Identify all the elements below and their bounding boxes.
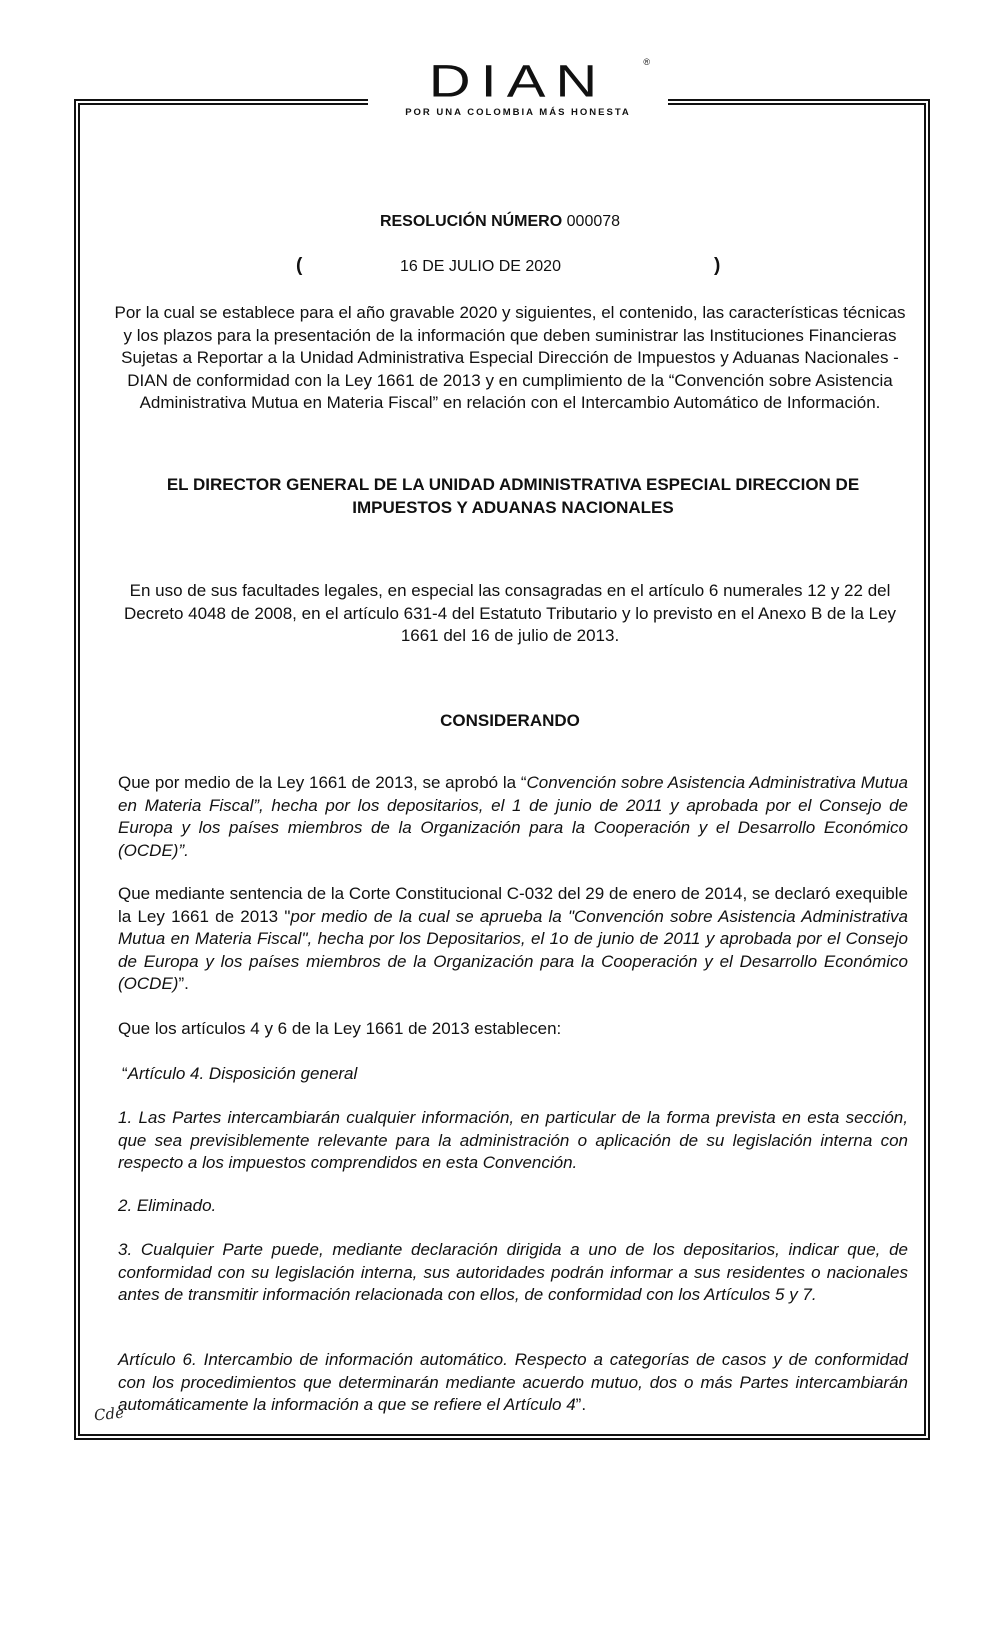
dian-logo xyxy=(368,55,668,133)
considering-paragraph-1 xyxy=(118,772,908,862)
article6-tail: ”. xyxy=(575,1395,587,1414)
logo-wordmark: DIAN xyxy=(428,55,608,107)
para2-tail: ”. xyxy=(178,974,189,993)
para2-italic: por medio de la cual se aprueba la "Convención sobre Asistencia Administrativa Mutua en Materia Fiscal", hecha por los Depositarios, el 1o de junio de 2011 y aprobada por el Consejo de Europa y los países miembros de la Organización para la Cooperación y el Desarrollo Económico (OCDE) xyxy=(118,906,908,993)
registered-mark: ® xyxy=(643,57,650,67)
considering-heading: CONSIDERANDO xyxy=(440,711,580,730)
article4-title: Artículo 4. Disposición general xyxy=(127,1064,358,1083)
para2-plain: Que mediante sentencia de la Corte Constitucional C-032 del 29 de enero de 2014, se declaró exequible la Ley 1661 de 2013 " xyxy=(118,884,908,926)
article-4-heading xyxy=(122,1063,912,1086)
article-4-item-1: 1. Las Partes intercambiarán cualquier información, en particular de la forma prevista en esta sección, que sea previsiblemente relevante para la administración o aplicación de su legislación interna con respecto a los impuestos comprendidos en esta Convención. xyxy=(118,1108,908,1172)
date-close-paren: ) xyxy=(714,255,721,276)
resolution-label: RESOLUCIÓN NÚMERO xyxy=(379,213,563,230)
resolution-date: 16 DE JULIO DE 2020 xyxy=(400,258,561,275)
resolution-subject: Por la cual se establece para el año gravable 2020 y siguientes, el contenido, las características técnicas y los plazos para la presentación de la información que deben suministrar las Instituciones Financieras Sujetas a Reportar a la Unidad Administrativa Especial Dirección de Impuestos y Aduanas Nacionales - DIAN de conformidad con la Ley 1661 de 2013 y en cumplimiento de la “Convención sobre Asistencia Administrativa Mutua en Materia Fiscal” en relación con el Intercambio Automático de Información. xyxy=(114,303,906,412)
article-6-text xyxy=(118,1349,908,1417)
article-4-item-3: 3. Cualquier Parte puede, mediante declaración dirigida a uno de los depositarios, indicar que, de conformidad con su legislación interna, sus autoridades podrán informar a sus residentes o nacionales antes de transmitir información relacionada con ellos, de conformidad con los Artículos 5 y 7. xyxy=(118,1240,908,1304)
article6-italic: Artículo 6. Intercambio de información automático. Respecto a categorías de casos y de conformidad con los procedimientos que determinarán mediante acuerdo mutuo, dos o más Partes intercambiarán automáticamente la información a que se refiere el Artículo 4 xyxy=(118,1350,908,1414)
considering-paragraph-3: Que los artículos 4 y 6 de la Ley 1661 de 2013 establecen: xyxy=(118,1019,562,1038)
legal-powers: En uso de sus facultades legales, en especial las consagradas en el artículo 6 numerales 12 y 22 del Decreto 4048 de 2008, en el artículo 631-4 del Estatuto Tributario y lo previsto en el Anexo B de la Ley 1661 del 16 de julio de 2013. xyxy=(123,581,897,645)
logo-tagline: POR UNA COLOMBIA MÁS HONESTA xyxy=(405,107,631,118)
resolution-number: 000078 xyxy=(566,213,621,230)
date-open-paren: ( xyxy=(296,255,303,276)
para1-plain: Que por medio de la Ley 1661 de 2013, se aprobó la “ xyxy=(118,773,527,792)
issuing-authority: EL DIRECTOR GENERAL DE LA UNIDAD ADMINISTRATIVA ESPECIAL DIRECCION DE IMPUESTOS Y ADUANAS NACIONALES xyxy=(166,475,860,517)
considering-paragraph-2 xyxy=(118,883,908,996)
resolution-title xyxy=(0,213,1000,231)
article-4-item-2: 2. Eliminado. xyxy=(118,1196,217,1215)
handwritten-initials: Cde xyxy=(93,1403,125,1425)
para1-italic: Convención sobre Asistencia Administrativa Mutua en Materia Fiscal”, hecha por los depositarios, el 1 de junio de 2011 y aprobada por el Consejo de Europa y los países miembros de la Organización para la Cooperación y el Desarrollo Económico (OCDE)”. xyxy=(118,773,908,860)
article4-quote: “ xyxy=(122,1064,128,1083)
